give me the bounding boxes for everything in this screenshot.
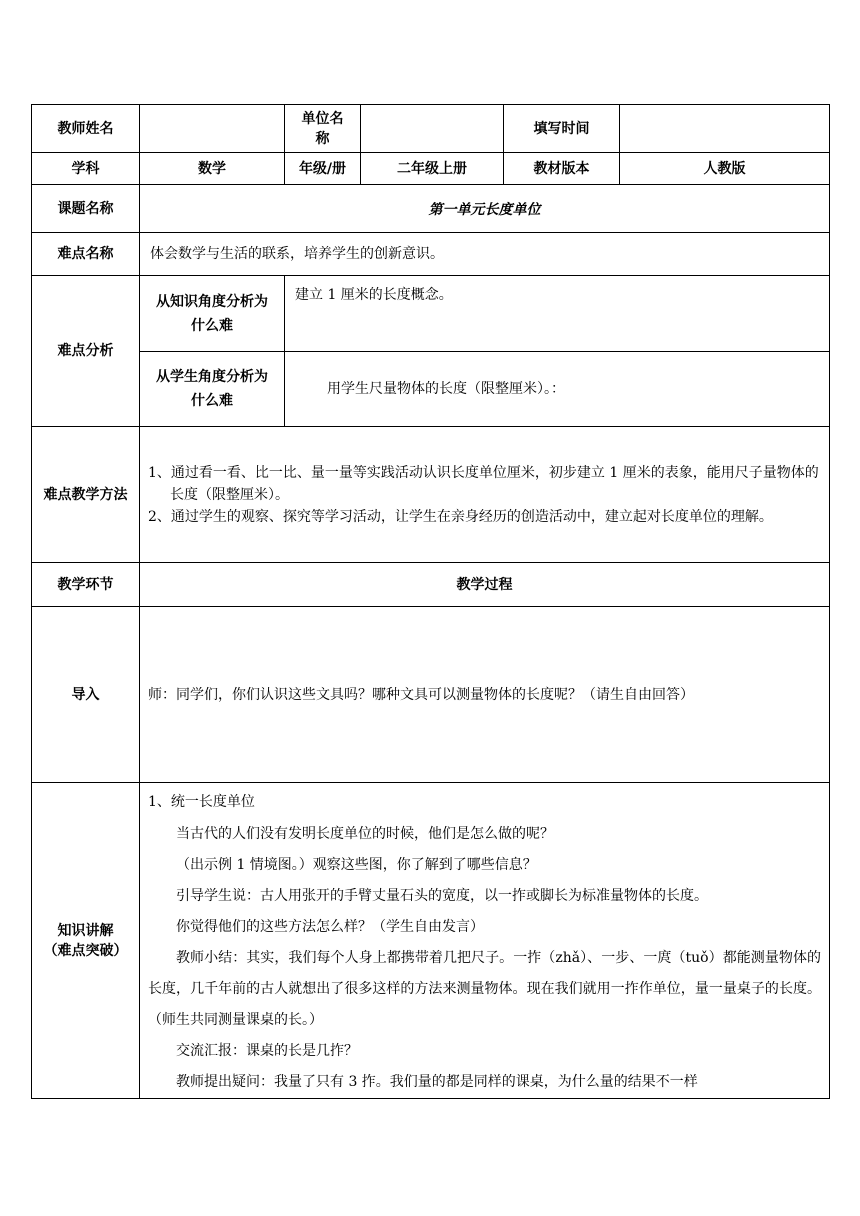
teacher-name-value <box>140 105 285 153</box>
header-row-2 <box>32 153 830 185</box>
knowledge-paragraph: 1、统一长度单位 <box>148 794 255 810</box>
student-angle-value: 用学生尺量物体的长度（限整厘米）。： <box>285 352 830 427</box>
difficulty-row <box>32 233 830 276</box>
knowledge-label-line2: （难点突破） <box>43 942 128 959</box>
knowledge-angle-label: 从知识角度分析为什么难 <box>140 276 285 352</box>
intro-text: 师：同学们，你们认识这些文具吗？哪种文具可以测量物体的长度呢？（请生自由回答） <box>140 607 830 783</box>
analysis-row-student <box>32 352 830 427</box>
fill-time-label: 填写时间 <box>504 105 620 153</box>
process-label: 教学过程 <box>140 563 830 607</box>
difficulty-label: 难点名称 <box>32 233 140 276</box>
intro-label: 导入 <box>32 607 140 783</box>
knowledge-paragraph: 交流汇报：课桌的长是几拃？ <box>176 1043 358 1059</box>
knowledge-row <box>32 783 830 1099</box>
difficulty-value: 体会数学与生活的联系，培养学生的创新意识。 <box>140 233 830 276</box>
stage-label: 教学环节 <box>32 563 140 607</box>
student-angle-label: 从学生角度分析为什么难 <box>140 352 285 427</box>
knowledge-paragraph: （出示例 1 情境图。）观察这些图，你了解到了哪些信息？ <box>176 857 537 873</box>
method-content <box>140 427 830 563</box>
method-item: 1、通过看一看、比一比、量一量等实践活动认识长度单位厘米，初步建立 1 厘米的表象，能用尺子量物体的长度（限整厘米）。 <box>148 464 819 503</box>
knowledge-paragraph: 引导学生说：古人用张开的手臂丈量石头的宽度，以一拃或脚长为标准量物体的长度。 <box>176 888 708 904</box>
textbook-value: 人教版 <box>620 153 830 185</box>
topic-label: 课题名称 <box>32 185 140 233</box>
knowledge-paragraph: 教师小结：其实，我们每个人身上都携带着几把尺子。一拃（zhǎ）、一步、一庹（tuǒ）都能测量物体的长度，几千年前的古人就想出了很多这样的方法来测量物体。现在我们就用一拃作单位，量一量桌子的长度。（师生共同测量课桌的长。） <box>148 950 821 1028</box>
knowledge-paragraph: 你觉得他们的这些方法怎么样？（学生自由发言） <box>176 919 484 935</box>
intro-row <box>32 607 830 783</box>
process-header-row <box>32 563 830 607</box>
fill-time-value <box>620 105 830 153</box>
method-label: 难点教学方法 <box>32 427 140 563</box>
grade-label: 年级/册 <box>285 153 361 185</box>
teacher-name-label: 教师姓名 <box>32 105 140 153</box>
header-row-1 <box>32 105 830 153</box>
analysis-row-knowledge <box>32 276 830 352</box>
knowledge-label-line1: 知识讲解 <box>57 922 114 939</box>
method-item: 2、通过学生的观察、探究等学习活动，让学生在亲身经历的创造活动中，建立起对长度单位的理解。 <box>148 508 773 525</box>
unit-name-label: 单位名称 <box>285 105 361 153</box>
subject-value: 数学 <box>140 153 285 185</box>
knowledge-paragraph: 教师提出疑问：我量了只有 3 拃。我们量的都是同样的课桌，为什么量的结果不一样 <box>176 1074 698 1090</box>
topic-title: 第一单元长度单位 <box>140 185 830 233</box>
knowledge-label <box>32 783 140 1099</box>
knowledge-angle-value: 建立 1 厘米的长度概念。 <box>285 276 830 352</box>
grade-value: 二年级上册 <box>361 153 504 185</box>
topic-row <box>32 185 830 233</box>
lesson-plan-table <box>31 104 830 1099</box>
knowledge-paragraph: 当古代的人们没有发明长度单位的时候，他们是怎么做的呢？ <box>176 826 554 842</box>
analysis-label: 难点分析 <box>32 276 140 427</box>
method-row <box>32 427 830 563</box>
subject-label: 学科 <box>32 153 140 185</box>
knowledge-content <box>140 783 830 1099</box>
textbook-label: 教材版本 <box>504 153 620 185</box>
unit-name-value <box>361 105 504 153</box>
